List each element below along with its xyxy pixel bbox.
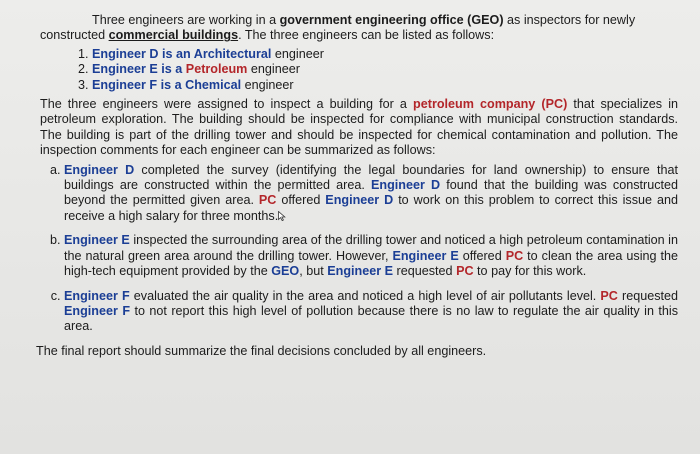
assignment-paragraph: The three engineers were assigned to inspect a building for a petroleum company (PC) that specializes in petroleum exploration. The building should be inspected for compliance with municipal construction standards. The building is part of the drilling tower and should be inspected for chemical contamination and pollution. The inspection comments for each engineer can be summarized as follows: (40, 97, 678, 158)
intro-text: Three engineers are working in a (92, 13, 280, 27)
office-name: government engineering office (GEO) (279, 13, 504, 27)
engineer-item: 2. Engineer E is a Petroleum engineer (92, 62, 678, 77)
comment-item-b: b. Engineer E inspected the surrounding area of the drilling tower and noticed a high petroleum contamination in the natural green area around the drilling tower. However, Engineer E offered PC to clean the area using the high-tech equipment provided by the GEO, but Engineer E requested PC to pay for this work. (64, 233, 678, 279)
engineer-item: 1. Engineer D is an Architectural engineer (92, 47, 678, 62)
comments-list (40, 163, 678, 335)
engineer-item: 3. Engineer F is a Chemical engineer (92, 78, 678, 93)
intro-text: . The three engineers can be listed as follows: (238, 28, 495, 43)
intro-paragraph (40, 13, 678, 44)
intro-text: as inspectors for newly constructed (40, 13, 636, 43)
company-name: petroleum company (PC) (413, 97, 568, 112)
engineer-list (40, 47, 678, 93)
mouse-cursor-icon (278, 210, 286, 220)
buildings-term: commercial buildings (108, 28, 239, 43)
comment-item-a: a. Engineer D completed the survey (identifying the legal boundaries for land ownership) to ensure that buildings are constructed within the permitted area. Engineer D found that the building was constructed beyond the permitted given area. PC offered Engineer D to work on this problem to correct this issue and receive a high salary for three months. (64, 163, 678, 225)
comment-item-c: c. Engineer F evaluated the air quality in the area and noticed a high level of air pollutants level. PC requested Engineer F to not report this high level of pollution because there is no law to regulate the air quality in this area. (64, 289, 678, 335)
final-paragraph: The final report should summarize the final decisions concluded by all engineers. (36, 343, 487, 358)
